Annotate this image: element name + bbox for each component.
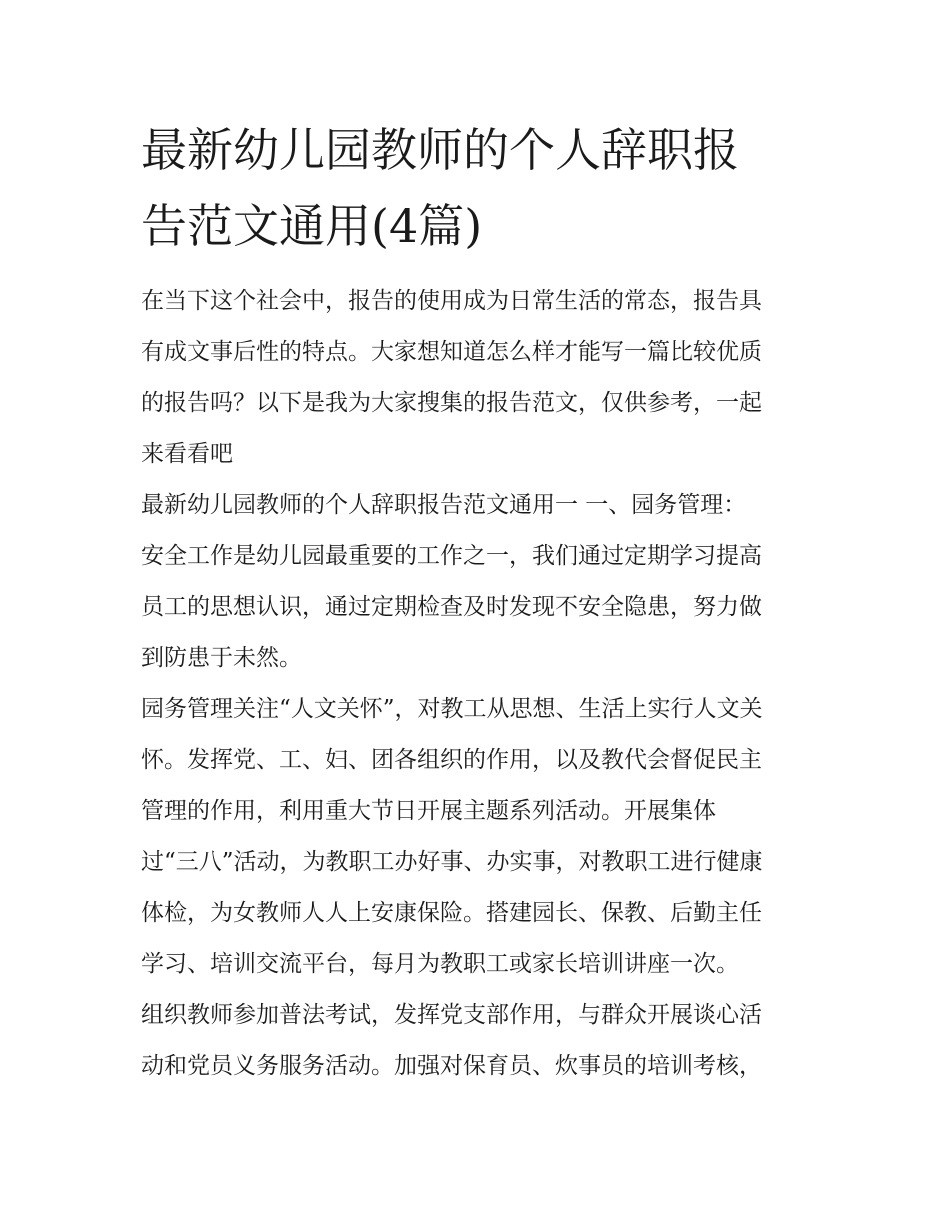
body-line: 在当下这个社会中，报告的使用成为日常生活的常态，报告具 bbox=[141, 288, 762, 314]
body-line: 管理的作用，利用重大节日开展主题系列活动。开展集体 bbox=[141, 798, 716, 824]
section-heading-line: 最新幼儿园教师的个人辞职报告范文通用一 一、园务管理： bbox=[141, 492, 747, 518]
body-line: 员工的思想认识，通过定期检查及时发现不安全隐患，努力做 bbox=[141, 594, 762, 620]
title-line: 告范文通用(4篇) bbox=[141, 199, 483, 253]
body-line: 体检，为女教师人人上安康保险。搭建园长、保教、后勤主任 bbox=[141, 900, 762, 926]
body-line: 学习、培训交流平台，每月为教职工或家长培训讲座一次。 bbox=[141, 951, 739, 977]
body-line: 园务管理关注“人文关怀”，对教工从思想、生活上实行人文关 bbox=[141, 696, 763, 722]
document-body bbox=[141, 276, 813, 1092]
document-title bbox=[141, 112, 813, 264]
body-line: 组织教师参加普法考试，发挥党支部作用，与群众开展谈心活 bbox=[141, 1002, 762, 1028]
body-line: 过“三八”活动，为教职工办好事、办实事，对教职工进行健康 bbox=[141, 849, 763, 875]
body-line: 怀。发挥党、工、妇、团各组织的作用，以及教代会督促民主 bbox=[141, 747, 762, 773]
body-line: 的报告吗？以下是我为大家搜集的报告范文，仅供参考，一起 bbox=[141, 390, 762, 416]
body-line: 动和党员义务服务活动。加强对保育员、炊事员的培训考核， bbox=[141, 1053, 762, 1079]
body-line: 到防患于未然。 bbox=[141, 645, 302, 671]
document-content bbox=[141, 112, 813, 1092]
body-line: 来看看吧 bbox=[141, 441, 233, 467]
body-line: 有成文事后性的特点。大家想知道怎么样才能写一篇比较优质 bbox=[141, 339, 762, 365]
title-line: 最新幼儿园教师的个人辞职报 bbox=[141, 123, 739, 177]
body-line: 安全工作是幼儿园最重要的工作之一，我们通过定期学习提高 bbox=[141, 543, 762, 569]
